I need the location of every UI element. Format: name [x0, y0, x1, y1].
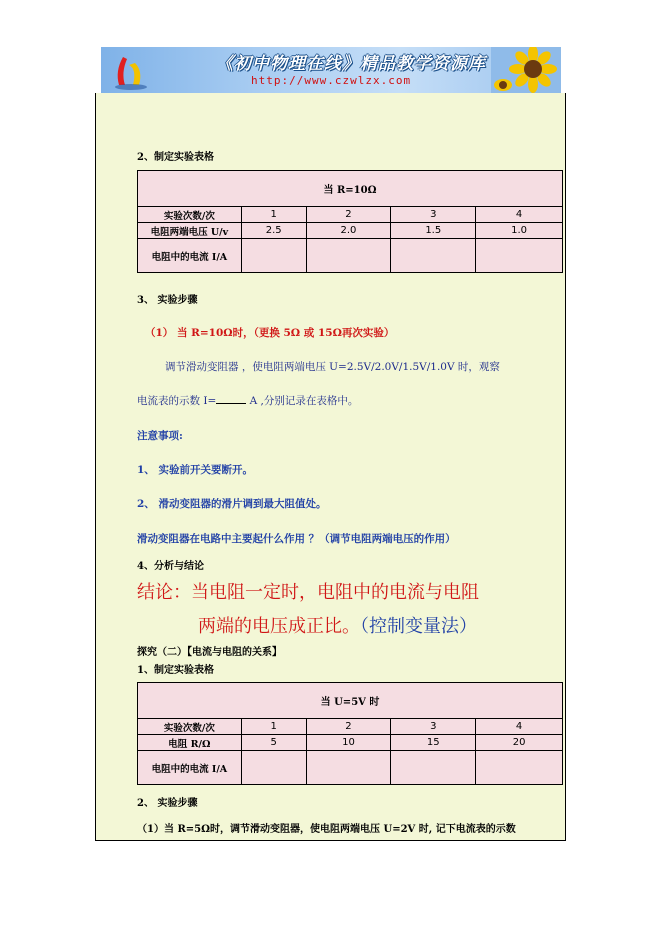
header-banner [101, 47, 561, 93]
banner-title: 《初中物理在线》精品教学资源库 [216, 54, 486, 74]
frame-bottom-border [95, 840, 566, 841]
notes-title: 注意事项: [137, 430, 183, 442]
table-row: 电阻两端电压 U/v 2.5 2.0 1.5 1.0 [138, 223, 563, 239]
sunflower-icon [491, 47, 561, 93]
table-row: 电阻中的电流 I/A [138, 751, 563, 785]
table-u5 [137, 682, 563, 785]
instruction-line1: 调节滑动变阻器 ，使电阻两端电压 U=2.5V/2.0V/1.5V/1.0V 时，观察 [165, 361, 500, 373]
blank-field [216, 393, 246, 404]
section4-steps-heading: 2、 实验步骤 [137, 798, 198, 809]
conclusion-line2: 两端的电压成正比。（控制变量法） [198, 616, 477, 637]
banner-url[interactable]: http://www.czwlzx.com [251, 74, 412, 87]
section1-heading: 2、制定实验表格 [137, 152, 214, 163]
note-1: 1、 实验前开关要断开。 [137, 464, 253, 476]
table-r10-header: 当 R=10Ω [138, 171, 563, 207]
section4-heading: 探究（二）【电流与电阻的关系】 [137, 647, 282, 658]
conclusion-line1: 结论：当电阻一定时，电阻中的电流与电阻 [137, 582, 479, 603]
table-r10 [137, 170, 563, 273]
note-2: 2、 滑动变阻器的滑片调到最大阻值处。 [137, 498, 327, 510]
question-line: 滑动变阻器在电路中主要起什么作用 ？（调节电阻两端电压的作用） [137, 533, 456, 545]
table-u5-header: 当 U=5V 时 [138, 683, 563, 719]
table-row: 实验次数/次 1 2 3 4 [138, 719, 563, 735]
step1-r10: （1） 当 R=10Ω时，（更换 5Ω 或 15Ω再次实验） [145, 327, 395, 339]
logo-icon [109, 51, 153, 91]
left-column [95, 93, 131, 841]
table-row: 电阻 R/Ω 5 10 15 20 [138, 735, 563, 751]
section4-step1: （1）当 R=5Ω时，调节滑动变阻器，使电阻两端电压 U=2V 时, 记下电流表的示数 [137, 824, 516, 835]
section3-heading: 4、分析与结论 [137, 561, 204, 572]
section4-subheading: 1、制定实验表格 [137, 665, 214, 676]
table-row: 实验次数/次 1 2 3 4 [138, 207, 563, 223]
table-row: 电阻中的电流 I/A [138, 239, 563, 273]
section2-heading: 3、 实验步骤 [137, 295, 198, 306]
instruction-line2: 电流表的示数 I= A ,分别记录在表格中。 [137, 395, 359, 407]
